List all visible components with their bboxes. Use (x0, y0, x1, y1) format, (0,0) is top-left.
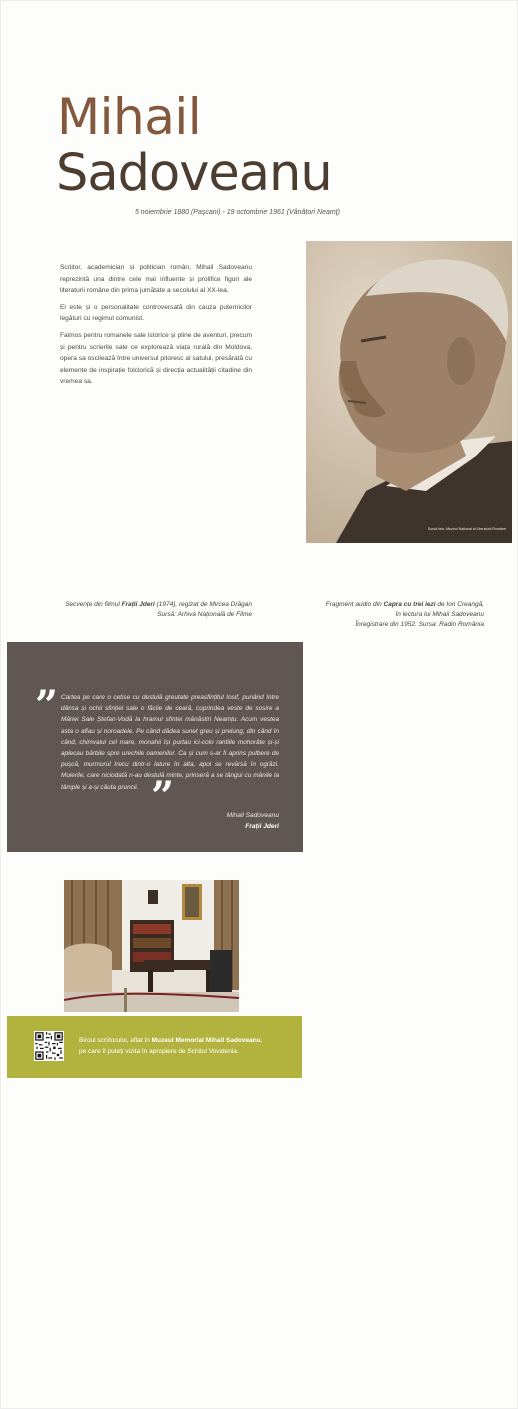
photo-credit: Sursă foto: Muzeul Național al Literaturii Române (427, 527, 506, 531)
quote-text: Cartea pe care o cetise cu destulă greutate preasfințitul Iosif, punând între dânsa și ochii sfinției sale o făclie de ceară, cuprindea veste de sosire a Măriei Sale Ștefan-Vodă la hramul sfintei mănăstiri Neamțu. Acum vestea asta o aflau și noroadele. Pe când dădea sunet greu și prelung, din când în când, chimvalul cel mare, monahii își purtau ici-colo rantiile mohorâte și-și aplecau bărbile spre urechile oamenilor. Ca și cum s-ar fi aprins pulbere de pușcă, murmurul trecu dintr-o lature în alta, apoi se revărsă în ogrăzi. Muierile, care niciodată n-au destulă minte, prinseră a se tângui cu mânile la tâmple și a-și căuta pruncii. (61, 694, 279, 791)
bio-paragraph: Faimos pentru romanele sale istorice și pline de aventuri, precum și pentru scrierile sale ce explorează viața rurală din Moldova, opera sa oscilează între universul pitoresc al satului, presărată cu elemente de inspirație folclorică și direcția actualității citadine din vremea sa. (60, 331, 252, 386)
title-last-name: Sadoveanu (56, 144, 332, 203)
museum-info-band (7, 1016, 302, 1078)
film-title: Frații Jderi (121, 601, 155, 608)
portrait-illustration (306, 241, 512, 543)
audio-caption (280, 600, 484, 630)
audio-source: Înregistrare din 1952. Sursa: Radio România (355, 621, 484, 628)
museum-info-prefix: Biroul scriitorului, aflat în (79, 1037, 152, 1044)
museum-name: Muzeul Memorial Mihail Sadoveanu (151, 1037, 261, 1044)
film-caption-prefix: Secvențe din filmul (65, 601, 122, 608)
quote-open-icon: ” (35, 682, 59, 729)
quote-author: Mihail Sadoveanu (226, 812, 279, 819)
portrait-photo (306, 241, 512, 543)
film-source: Sursă: Arhiva Națională de Filme (157, 611, 252, 618)
film-caption (40, 600, 252, 620)
quote-box (7, 642, 303, 852)
life-dates: 5 noiembrie 1880 (Pașcani) - 19 octombrie 1961 (Vânători Neamț) (134, 209, 340, 216)
audio-caption-prefix: Fragment audio din (325, 601, 384, 608)
bio-paragraph: Scriitor, academician și politician român, Mihail Sadoveanu reprezintă una dintre cele mai influente și prolifice figuri ale literaturii române din prima jumătate a secolului al XX-lea. (60, 264, 252, 295)
quote-close-icon: ” (151, 773, 175, 820)
title-first-name: Mihail (57, 88, 202, 146)
quote-book: Frații Jderi (245, 823, 279, 830)
audio-reader: în lectura lui Mihail Sadoveanu (395, 611, 484, 618)
film-caption-suffix: (1974), regizat de Mircea Drăgan (154, 601, 252, 608)
audio-title: Capra cu trei iezi (383, 601, 436, 608)
study-room-photo (64, 880, 239, 1012)
museum-location: pe care îl puteți vizita în apropiere de Schitul Vovidenia. (79, 1047, 239, 1055)
audio-caption-suffix: de Ion Creangă, (435, 601, 484, 608)
study-room-illustration (64, 880, 239, 1012)
biography (60, 262, 252, 393)
museum-info-text (79, 1036, 294, 1057)
quote-attribution (227, 810, 279, 832)
museum-info-suffix: , (260, 1037, 263, 1044)
bio-paragraph: El este și o personalitate controversată din cauza puternicilor legături cu regimul comunist. (60, 303, 252, 323)
qr-code-icon[interactable] (34, 1031, 64, 1061)
